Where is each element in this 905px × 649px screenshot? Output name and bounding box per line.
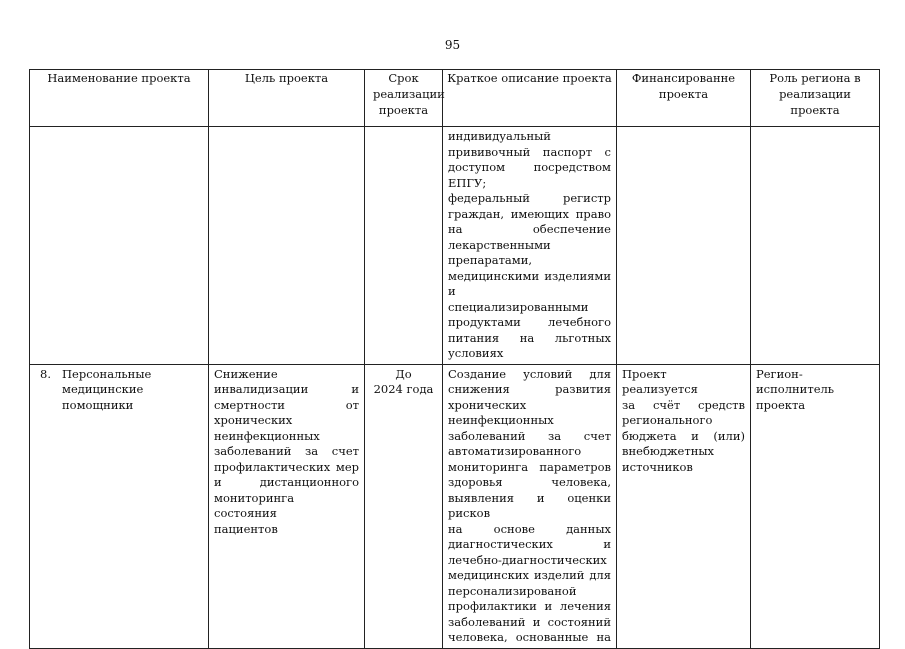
header-project-goal: Цель проекта	[209, 70, 365, 127]
cell-project-name	[30, 364, 209, 648]
cell-project-description	[443, 364, 617, 648]
cell-project-term	[365, 364, 443, 648]
project-name: Персональные медицинские помощники	[62, 366, 152, 412]
cell-goal-empty	[209, 127, 365, 365]
description-text: индивидуальный прививочный паспорт с доступом посредством ЕПГУ; федеральный регистр граждан, имеющих право на обеспечение лекарственными препаратами, медицинскими изделиями и специализированными продуктами лечебного питания на льготных условиях	[448, 129, 611, 360]
header-region-role: Роль региона в реализации проекта	[751, 70, 880, 127]
project-table	[29, 69, 880, 649]
financing-text: Проект реализуется за счёт средств регионального бюджета и (или) внебюджетных источников	[622, 366, 745, 474]
cell-region-role	[751, 364, 880, 648]
table-row	[30, 127, 880, 365]
cell-project-goal	[209, 364, 365, 648]
cell-name-empty	[30, 127, 209, 365]
header-project-description: Краткое описание проекта	[443, 70, 617, 127]
table-row	[30, 364, 880, 648]
cell-description-continued	[443, 127, 617, 365]
cell-role-empty	[751, 127, 880, 365]
header-project-name: Наименование проекта	[30, 70, 209, 127]
cell-financing-empty	[617, 127, 751, 365]
goal-text: Снижение инвалидизации и смертности от хронических неинфекционных заболеваний за счет профилактических мер и дистанционного мониторинга состояния пациентов	[214, 366, 359, 536]
row-number: 8.	[40, 366, 51, 381]
cell-term-empty	[365, 127, 443, 365]
cell-project-financing	[617, 364, 751, 648]
description-text: Создание условий для снижения развития хронических неинфекционных заболеваний за счет автоматизированного мониторинга параметров здоровья человека, выявления и оценки рисков на основе данных диагностических и лечебно-диагностических медицинских изделий для персонализированой профилактики и лечения заболеваний и состояний человека, основанные на	[448, 366, 611, 644]
page-number: 95	[444, 38, 461, 52]
term-text: До 2024 года	[373, 366, 434, 396]
table-header-row	[30, 70, 880, 127]
header-project-term: Срок реализации проекта	[365, 70, 443, 127]
role-text: Регион- исполнитель проекта	[756, 366, 835, 412]
header-project-financing: Финансированне проекта	[617, 70, 751, 127]
